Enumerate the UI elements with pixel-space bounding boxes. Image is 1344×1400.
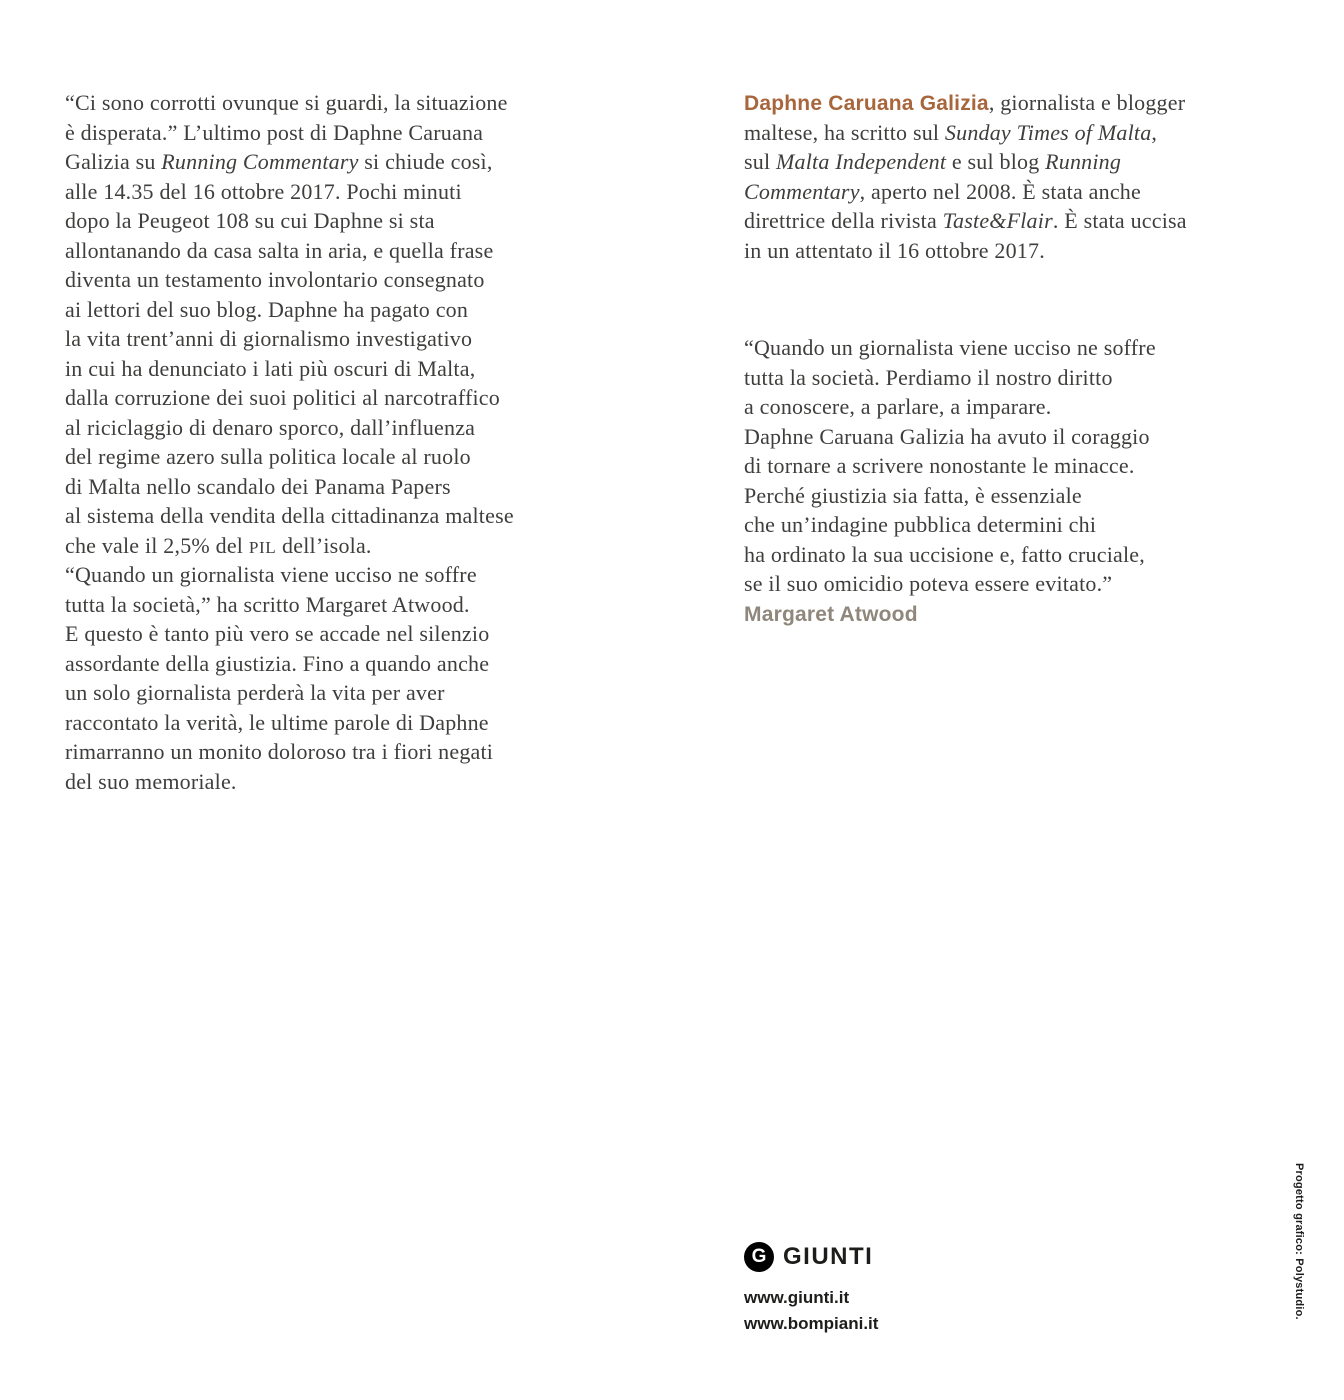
text-line: assordante della giustizia. Fino a quando anche bbox=[65, 650, 490, 676]
author-bio-paragraph bbox=[744, 88, 1284, 265]
website-giunti: www.giunti.it bbox=[744, 1288, 850, 1307]
left-text-column bbox=[65, 88, 650, 796]
text-line: tutta la società. Perdiamo il nostro diritto bbox=[744, 364, 1113, 390]
text-line: un solo giornalista perderà la vita per aver bbox=[65, 680, 445, 705]
text-line: dopo la Peugeot 108 su cui Daphne si sta bbox=[65, 208, 435, 233]
text-line: al riciclaggio di denaro sporco, dall’influenza bbox=[65, 414, 476, 440]
text-line: Daphne Caruana Galizia, giornalista e blogger bbox=[744, 90, 1186, 115]
giunti-logo-icon: G bbox=[744, 1242, 774, 1272]
text-line: alle 14.35 del 16 ottobre 2017. Pochi minuti bbox=[65, 178, 462, 204]
text-line: è disperata.” L’ultimo post di Daphne Caruana bbox=[65, 119, 484, 145]
text-line: maltese, ha scritto sul Sunday Times of Malta, bbox=[744, 119, 1158, 145]
text-line: ai lettori del suo blog. Daphne ha pagato con bbox=[65, 296, 469, 322]
text-line: in cui ha denunciato i lati più oscuri di Malta, bbox=[65, 355, 476, 381]
text-line: Margaret Atwood bbox=[744, 602, 918, 626]
text-line: sul Malta Independent e sul blog Running bbox=[744, 149, 1122, 174]
text-line: dalla corruzione dei suoi politici al narcotraffico bbox=[65, 385, 500, 410]
text-line: Daphne Caruana Galizia ha avuto il coraggio bbox=[744, 423, 1150, 449]
text-line: Galizia su Running Commentary si chiude così, bbox=[65, 149, 493, 174]
text-line: ha ordinato la sua uccisione e, fatto cruciale, bbox=[744, 541, 1145, 567]
design-credit: Progetto grafico: Polystudio. bbox=[1293, 1163, 1305, 1320]
text-line: del regime azero sulla politica locale al ruolo bbox=[65, 444, 471, 469]
atwood-quote-paragraph bbox=[744, 333, 1284, 628]
text-line: tutta la società,” ha scritto Margaret Atwood. bbox=[65, 591, 470, 617]
text-line: allontanando da casa salta in aria, e quella frase bbox=[65, 237, 494, 263]
text-line: che vale il 2,5% del PIL dell’isola. bbox=[65, 532, 372, 558]
text-line: Commentary, aperto nel 2008. È stata anche bbox=[744, 178, 1141, 204]
text-line: in un attentato il 16 ottobre 2017. bbox=[744, 237, 1045, 263]
text-line: di tornare a scrivere nonostante le minacce. bbox=[744, 453, 1135, 478]
text-line: Perché giustizia sia fatta, è essenziale bbox=[744, 482, 1082, 508]
text-line: direttrice della rivista Taste&Flair. È stata uccisa bbox=[744, 208, 1187, 233]
text-line: la vita trent’anni di giornalismo investigativo bbox=[65, 326, 473, 351]
text-line: a conoscere, a parlare, a imparare. bbox=[744, 394, 1052, 419]
publisher-wordmark: GIUNTI bbox=[783, 1243, 874, 1270]
text-line: “Quando un giornalista viene ucciso ne soffre bbox=[65, 562, 477, 587]
text-line: che un’indagine pubblica determini chi bbox=[744, 512, 1097, 537]
text-line: se il suo omicidio poteva essere evitato.” bbox=[744, 571, 1113, 596]
text-line: al sistema della vendita della cittadinanza maltese bbox=[65, 503, 514, 528]
text-line: “Quando un giornalista viene ucciso ne soffre bbox=[744, 335, 1156, 360]
text-line: diventa un testamento involontario consegnato bbox=[65, 267, 485, 292]
giunti-logo bbox=[744, 1241, 878, 1273]
text-line: del suo memoriale. bbox=[65, 768, 237, 794]
website-bompiani: www.bompiani.it bbox=[744, 1314, 879, 1333]
text-line: rimarranno un monito doloroso tra i fiori negati bbox=[65, 739, 494, 764]
publisher-footer bbox=[744, 1241, 878, 1337]
text-line: raccontato la verità, le ultime parole di Daphne bbox=[65, 709, 489, 735]
text-line: “Ci sono corrotti ovunque si guardi, la situazione bbox=[65, 90, 508, 115]
publisher-websites bbox=[744, 1285, 878, 1337]
text-line: E questo è tanto più vero se accade nel silenzio bbox=[65, 621, 490, 646]
text-line: di Malta nello scandalo dei Panama Papers bbox=[65, 473, 451, 499]
